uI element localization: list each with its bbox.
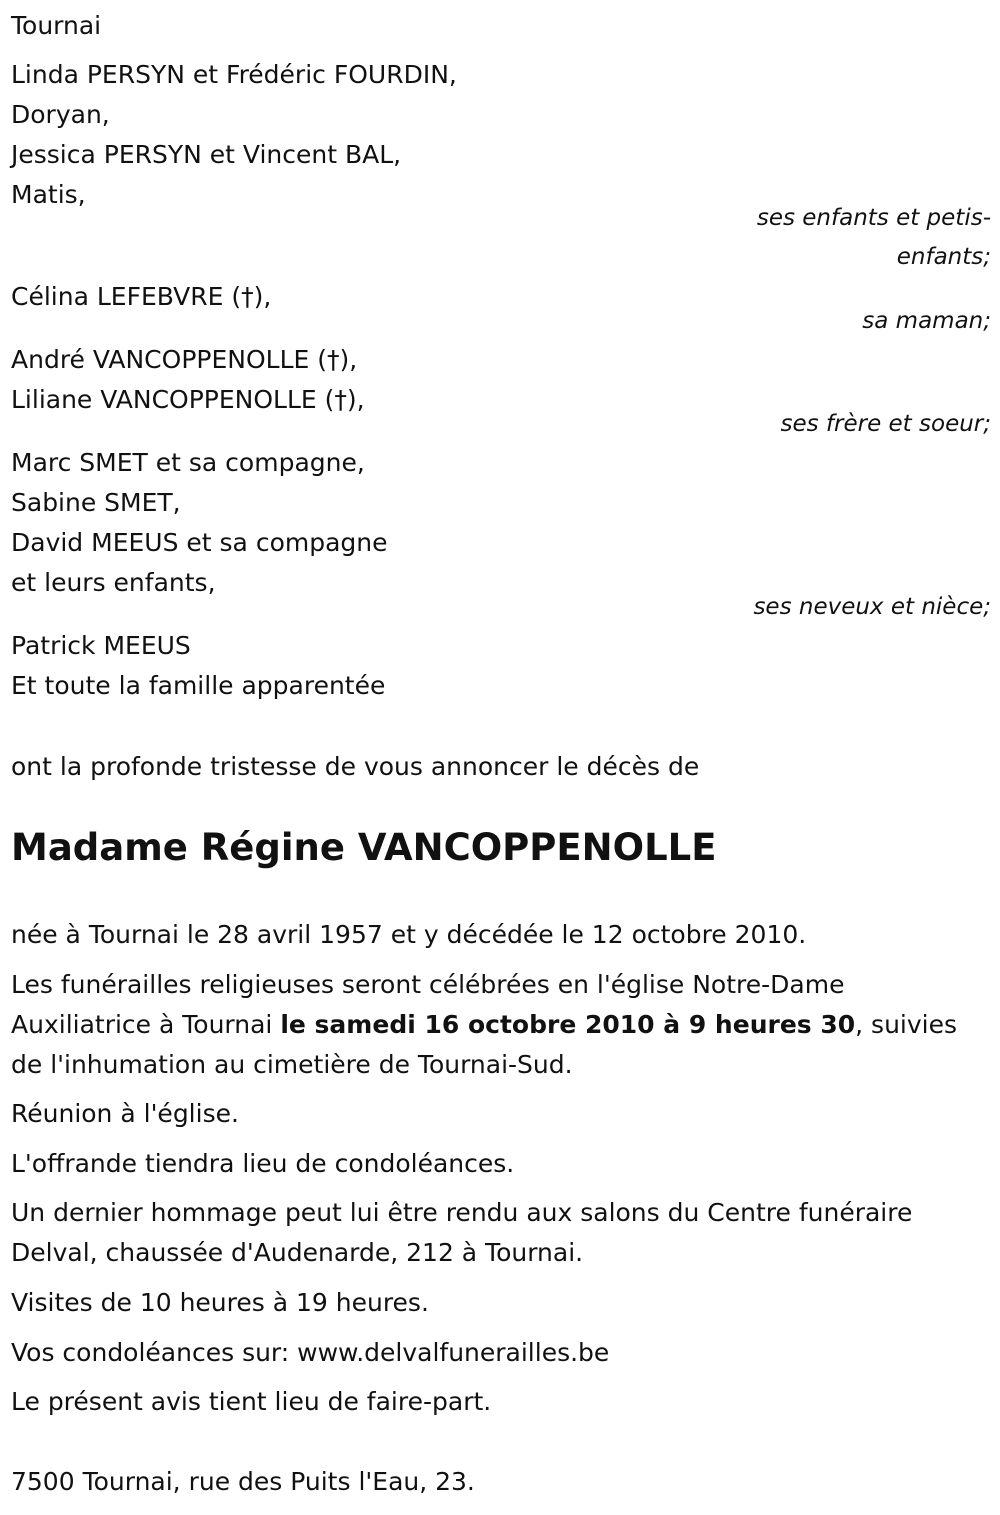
family-member-name: André VANCOPPENOLLE (†), xyxy=(11,345,358,374)
family-member-name: Liliane VANCOPPENOLLE (†), xyxy=(11,385,365,414)
family-member-name: Jessica PERSYN et Vincent BAL, xyxy=(11,140,402,169)
family-role-line: enfants; xyxy=(896,244,991,270)
family-role-children xyxy=(757,199,991,277)
family-member-name: et leurs enfants, xyxy=(11,568,216,597)
meeting-text: Réunion à l'église. xyxy=(11,1099,239,1128)
city-header: Tournai xyxy=(11,11,102,40)
family-group-mother xyxy=(11,277,271,317)
family-role-nephews xyxy=(753,588,991,627)
family-role-mother xyxy=(862,302,991,341)
family-member-name: Sabine SMET, xyxy=(11,488,181,517)
funeral-info xyxy=(11,965,983,1085)
visits-text: Visites de 10 heures à 19 heures. xyxy=(11,1288,429,1317)
homage-text: Un dernier hommage peut lui être rendu aux salons du Centre funéraire Delval, chaussée d'Audenarde, 212 à Tournai. xyxy=(11,1198,913,1267)
family-member-name: Linda PERSYN et Frédéric FOURDIN, xyxy=(11,60,457,89)
offering-text: L'offrande tiendra lieu de condoléances. xyxy=(11,1149,515,1178)
family-member-name: David MEEUS et sa compagne xyxy=(11,528,388,557)
family-group-siblings xyxy=(11,340,365,420)
family-member-name: Doryan, xyxy=(11,100,110,129)
family-member-name: Matis, xyxy=(11,180,86,209)
family-group-nephews xyxy=(11,443,388,603)
family-member-name: Célina LEFEBVRE (†), xyxy=(11,282,272,311)
family-role-line: sa maman; xyxy=(862,308,991,334)
family-member-name: Et toute la famille apparentée xyxy=(11,671,386,700)
address-text: 7500 Tournai, rue des Puits l'Eau, 23. xyxy=(11,1467,475,1496)
family-member-name: Marc SMET et sa compagne, xyxy=(11,448,365,477)
family-group-others xyxy=(11,626,385,706)
condolences-text: Vos condoléances sur: www.delvalfunerailles.be xyxy=(11,1338,610,1367)
announcement-intro: ont la profonde tristesse de vous annoncer le décès de xyxy=(11,752,700,781)
funeral-date-time: le samedi 16 octobre 2010 à 9 heures 30 xyxy=(280,1010,856,1039)
notice-text: Le présent avis tient lieu de faire-part. xyxy=(11,1387,492,1416)
family-group-children xyxy=(11,55,457,215)
funeral-text-before: Les funérailles religieuses seront célébrées en l'église Notre-Dame Auxiliatrice à Tournai xyxy=(11,970,845,1039)
family-role-line: ses enfants et petis- xyxy=(756,205,991,231)
birth-death-text: née à Tournai le 28 avril 1957 et y décédée le 12 octobre 2010. xyxy=(11,920,807,949)
deceased-name: Madame Régine VANCOPPENOLLE xyxy=(11,826,717,869)
funeral-text-after: , suivies de l'inhumation au cimetière de Tournai-Sud. xyxy=(11,1010,958,1079)
family-role-line: ses frère et soeur; xyxy=(780,411,991,437)
family-member-name: Patrick MEEUS xyxy=(11,631,191,660)
family-role-siblings xyxy=(780,405,991,444)
family-role-line: ses neveux et nièce; xyxy=(753,594,991,620)
